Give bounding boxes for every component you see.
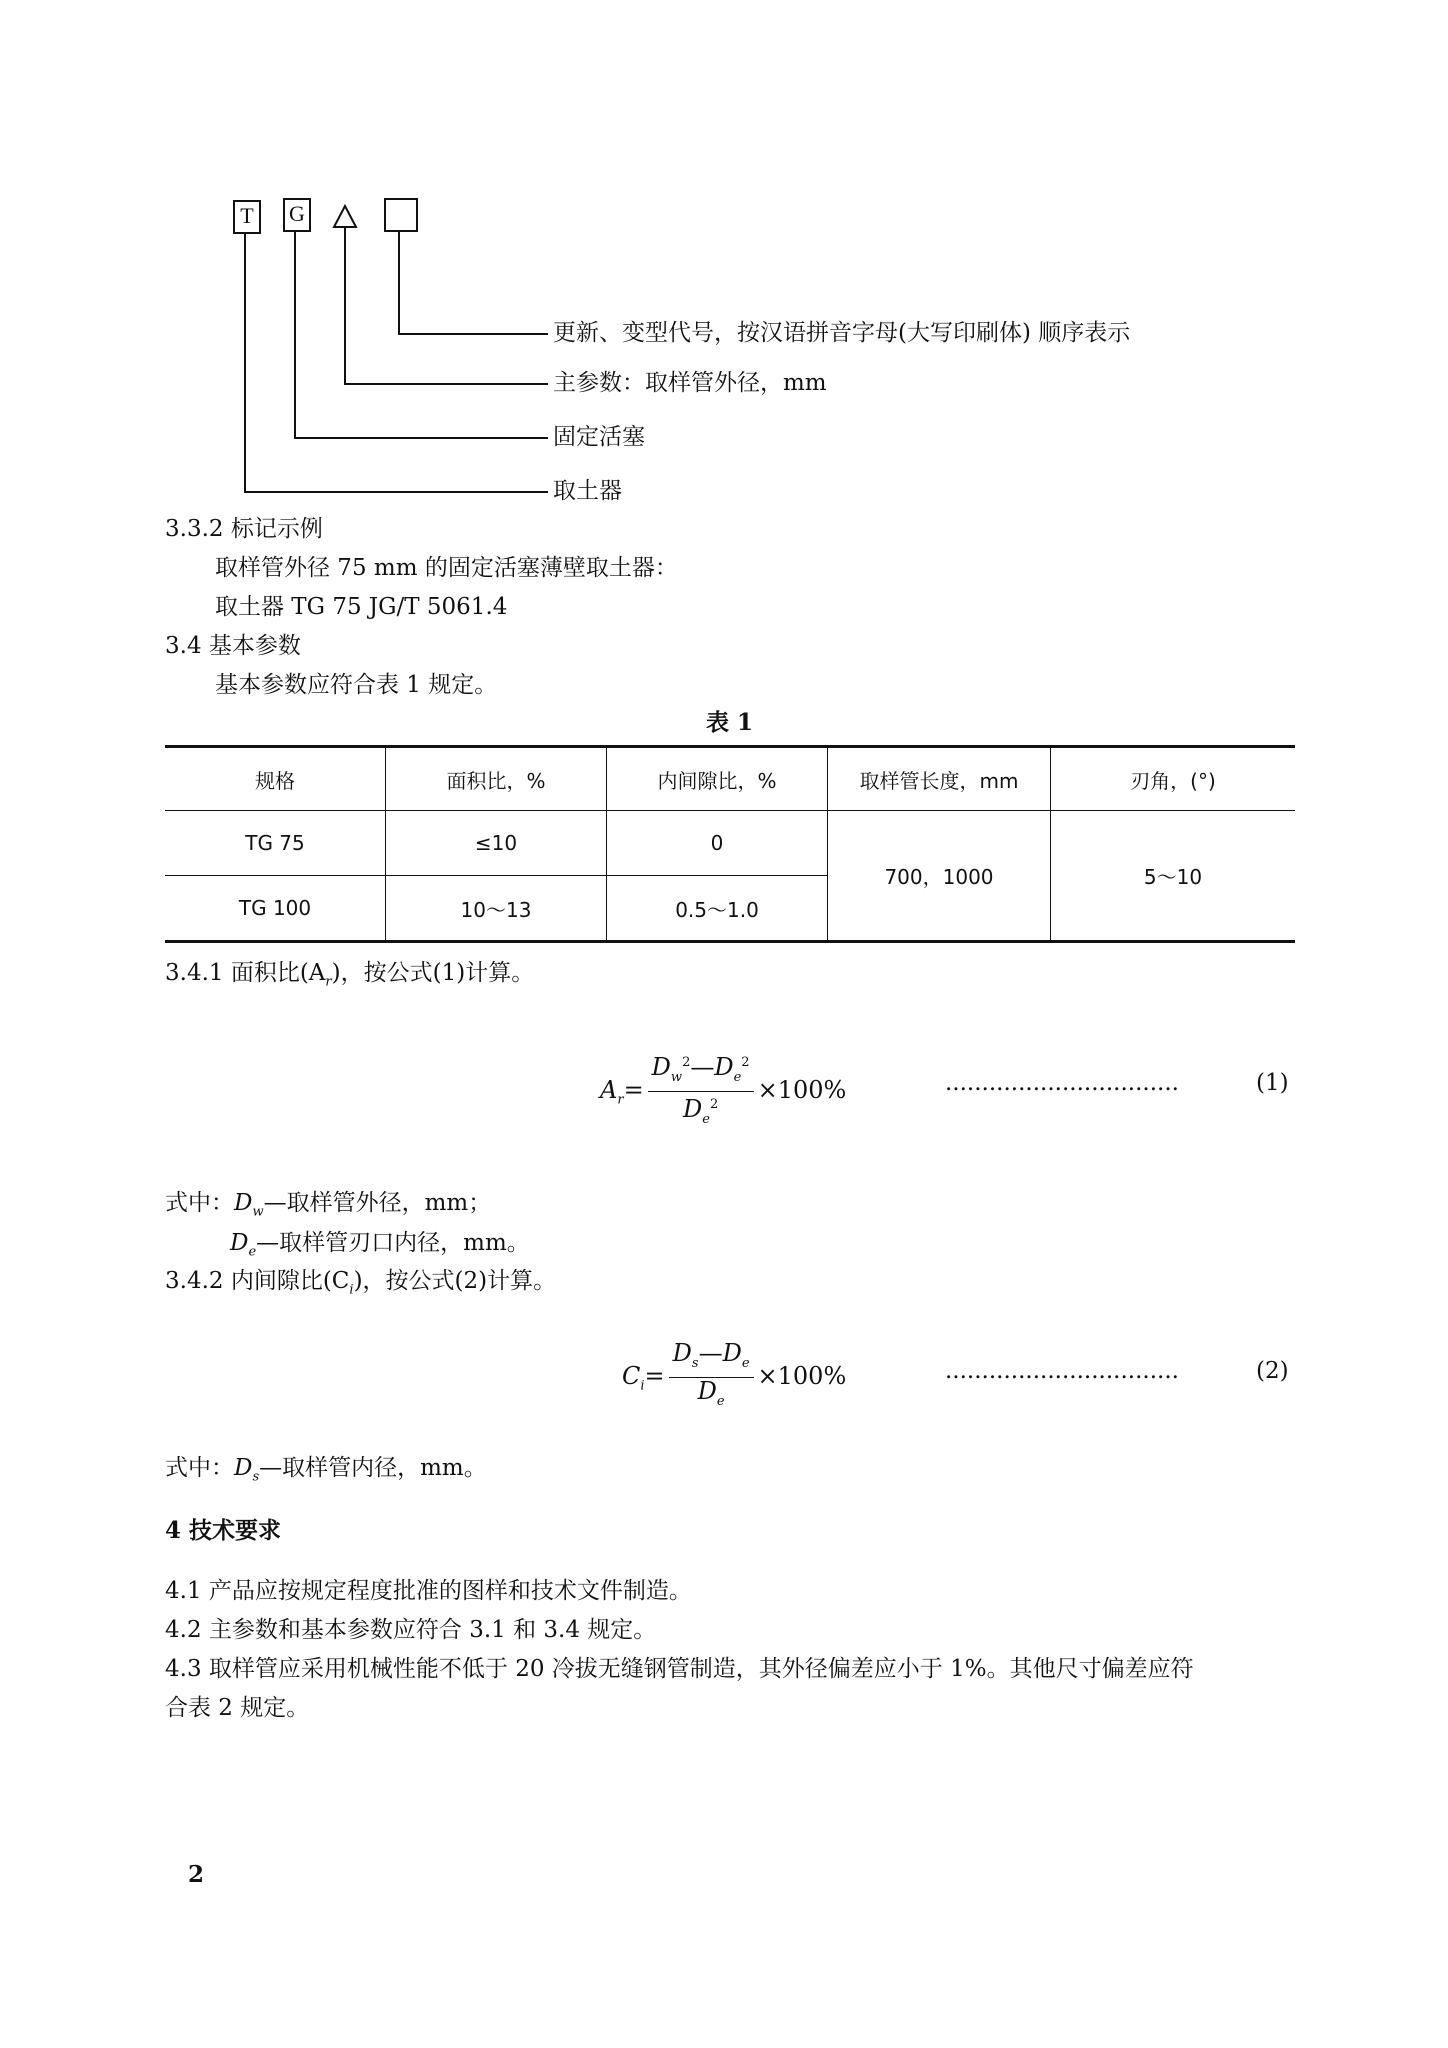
table-cell: 10～13 xyxy=(386,876,607,942)
table-cell-length: 700，1000 xyxy=(828,811,1051,942)
section-3-4-2-heading: 3.4.2 内间隙比$(C_i)$，按公式(2)计算。 xyxy=(165,1268,557,1298)
square-placeholder-box xyxy=(384,198,418,232)
section-4-heading: 4 技术要求 xyxy=(165,1517,282,1544)
table-header-cell: 规格 xyxy=(165,747,386,811)
code-box-t: T xyxy=(233,200,261,234)
section-3-3-2-heading: 3.3.2 标记示例 xyxy=(165,516,323,542)
formula-2-number: (2) xyxy=(1256,1358,1289,1384)
table-cell: 0.5～1.0 xyxy=(607,876,828,942)
table-row xyxy=(165,811,1295,876)
table-cell-edge-angle: 5～10 xyxy=(1051,811,1296,942)
label-fixed-piston: 固定活塞 xyxy=(553,424,645,450)
section-3-3-2-line2: 取土器 TG 75 JG/T 5061.4 xyxy=(215,594,508,620)
label-main-parameter: 主参数：取样管外径，mm xyxy=(553,370,827,396)
table-header-cell: 内间隙比，% xyxy=(607,747,828,811)
table-cell: TG 75 xyxy=(165,811,386,876)
section-3-3-2-line1: 取样管外径 75 mm 的固定活塞薄壁取土器： xyxy=(215,555,678,581)
basic-parameters-table xyxy=(165,745,1295,943)
page-number: 2 xyxy=(188,1861,205,1888)
table-header-cell: 面积比，% xyxy=(386,747,607,811)
paragraph-4-1: 4.1 产品应按规定程度批准的图样和技术文件制造。 xyxy=(165,1578,692,1604)
table-cell: ≤10 xyxy=(386,811,607,876)
formula-2: $C_i=$ $\frac{D_s—D_e}{D_e}$ ×100% xyxy=(622,1339,847,1409)
table-header-cell: 取样管长度，mm xyxy=(828,747,1051,811)
table-cell: 0 xyxy=(607,811,828,876)
table-header-row xyxy=(165,747,1295,811)
paragraph-4-2: 4.2 主参数和基本参数应符合 3.1 和 3.4 规定。 xyxy=(165,1617,657,1643)
triangle-placeholder-icon xyxy=(332,204,358,230)
section-3-4-heading: 3.4 基本参数 xyxy=(165,633,301,659)
table-cell: TG 100 xyxy=(165,876,386,942)
formula-1: $A_r=$ $\frac{D_w^2—D_e^2}{D_e^2}$ ×100% xyxy=(600,1050,846,1133)
label-soil-sampler: 取土器 xyxy=(553,478,622,504)
paragraph-4-3-line2: 合表 2 规定。 xyxy=(165,1695,310,1721)
formula-2-leader: ................................ xyxy=(945,1358,1179,1384)
formula-1-number: (1) xyxy=(1256,1070,1289,1096)
code-box-g: G xyxy=(283,198,311,232)
table-1-caption: 表 1 xyxy=(706,709,754,736)
formula-1-where-2: $D_e—$取样管刃口内径，mm。 xyxy=(230,1230,530,1260)
formula-1-leader: ................................ xyxy=(945,1070,1179,1096)
formula-2-where-1: 式中：$D_s—$取样管内径，mm。 xyxy=(165,1455,487,1485)
section-3-4-1-heading: 3.4.1 面积比$(A_r)$，按公式(1)计算。 xyxy=(165,960,535,990)
label-variant-code: 更新、变型代号，按汉语拼音字母(大写印刷体) 顺序表示 xyxy=(553,320,1131,346)
section-3-4-line1: 基本参数应符合表 1 规定。 xyxy=(215,672,498,698)
paragraph-4-3-line1: 4.3 取样管应采用机械性能不低于 20 冷拔无缝钢管制造，其外径偏差应小于 1%。其他尺寸偏差应符 xyxy=(165,1656,1194,1682)
table-header-cell: 刃角，(°) xyxy=(1051,747,1296,811)
formula-1-where-1: 式中：$D_w—$取样管外径，mm； xyxy=(165,1190,492,1220)
